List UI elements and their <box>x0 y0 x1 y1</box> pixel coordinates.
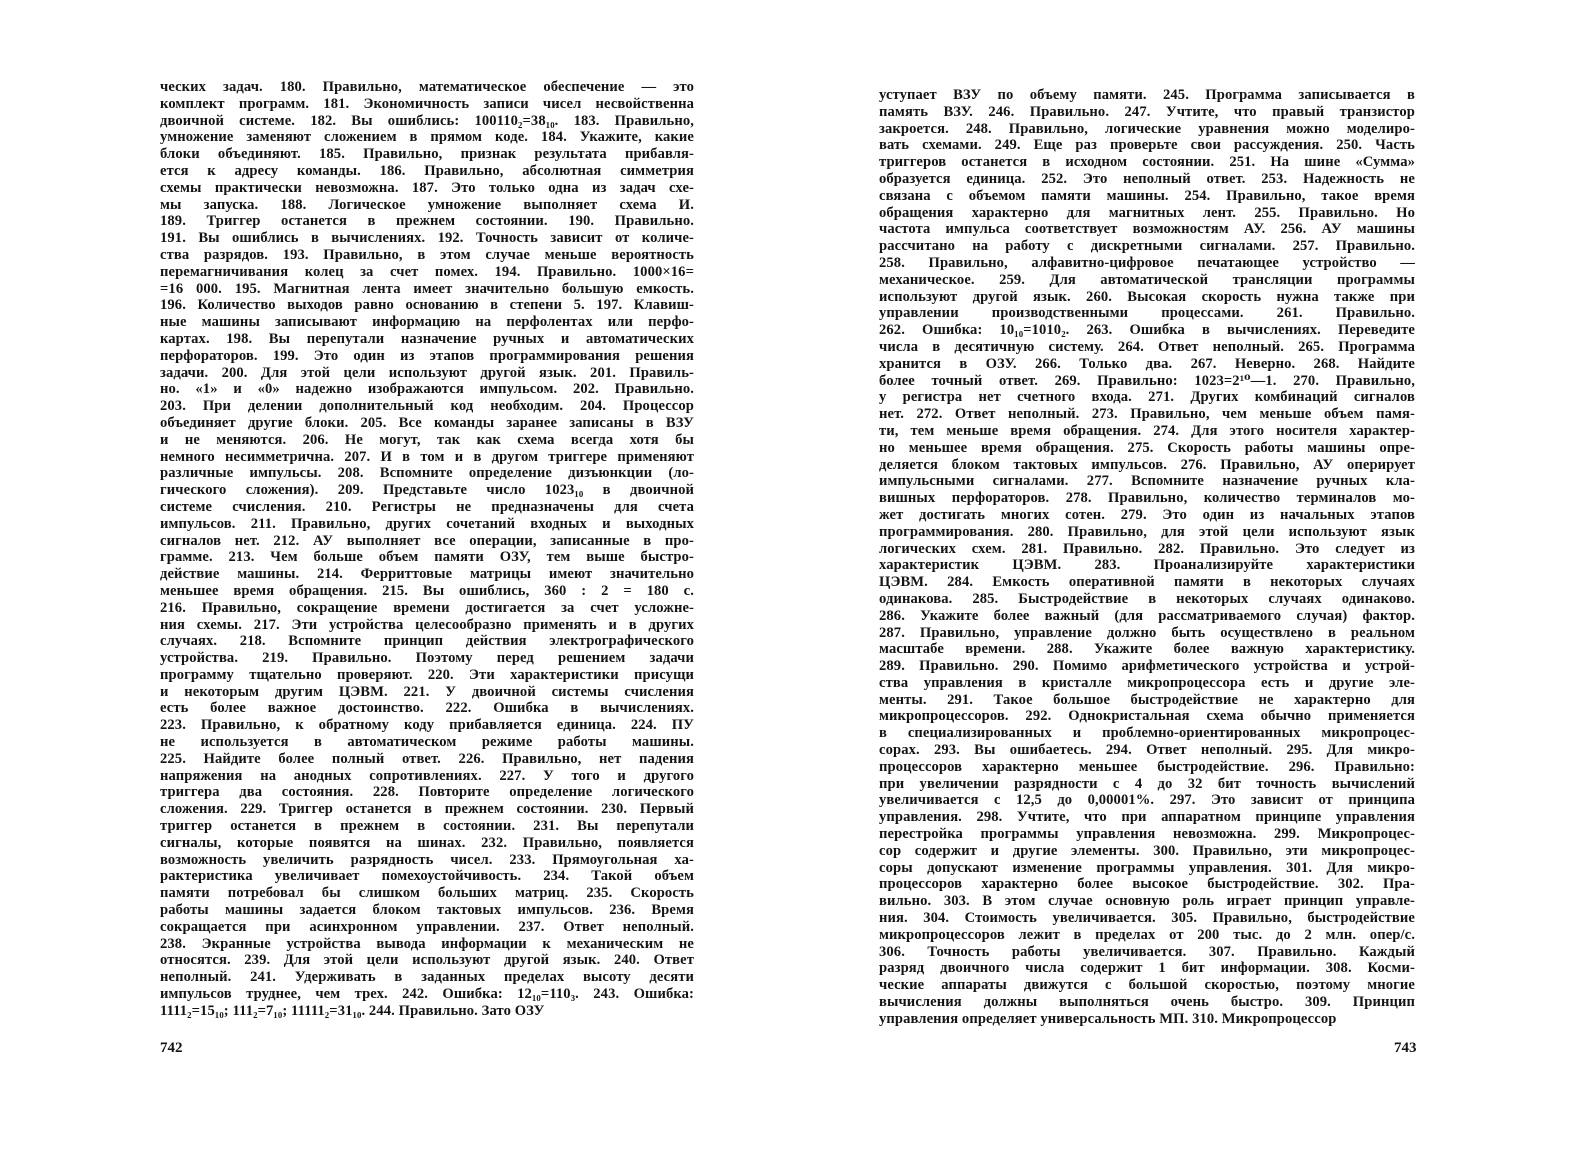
right-page-number: 743 <box>1394 1040 1417 1056</box>
text-line: объединяет другие блоки. 205. Все команды заранее записаны в ВЗУ <box>160 414 694 431</box>
text-line: действие машины. 214. Ферриттовые матрицы имеют значительно <box>160 566 694 583</box>
text-line: процессоров характерно более высокое быстродействие. 302. Пра- <box>879 876 1415 893</box>
text-line: 191. Вы ошиблись в вычислениях. 192. Точность зависит от количе- <box>160 230 694 247</box>
text-line: 238. Экранные устройства вывода информации к механическим не <box>160 935 694 952</box>
left-page-number: 742 <box>160 1040 183 1056</box>
text-line: мы запуска. 188. Логическое умножение выполняет схема И. <box>160 196 694 213</box>
text-line: возможность увеличить разрядность чисел. 233. Прямоугольная ха- <box>160 851 694 868</box>
text-line: одинакова. 285. Быстродействие в некоторых случаях одинаково. <box>879 590 1415 607</box>
text-line: связана с объемом памяти машины. 254. Правильно, такое время <box>879 187 1415 204</box>
text-line: напряжения на анодных сопротивлениях. 227. У того и другого <box>160 767 694 784</box>
text-line: ти, тем меньше время обращения. 274. Для этого носителя характер- <box>879 422 1415 439</box>
text-line: характеристик ЦЭВМ. 283. Проанализируйте характеристики <box>879 557 1415 574</box>
text-line: 225. Найдите более полный ответ. 226. Правильно, нет падения <box>160 750 694 767</box>
text-line: перемагничивания колец за счет помех. 194. Правильно. 1000×16= <box>160 263 694 280</box>
text-line: разряд двоичного числа содержит 1 бит информации. 308. Косми- <box>879 960 1415 977</box>
text-line: 223. Правильно, к обратному коду прибавляется единица. 224. ПУ <box>160 717 694 734</box>
text-line: масштабе времени. 288. Укажите более важную характеристику. <box>879 641 1415 658</box>
text-line: рактеристика увеличивает помехоустойчивость. 234. Такой объем <box>160 868 694 885</box>
text-line: относятся. 239. Для этой цели используют другой язык. 240. Ответ <box>160 952 694 969</box>
text-line: сложения. 229. Триггер останется в прежнем состоянии. 230. Первый <box>160 801 694 818</box>
text-line: но меньшее время обращения. 275. Скорость работы машины опре- <box>879 439 1415 456</box>
text-line: память ВЗУ. 246. Правильно. 247. Учтите, что правый транзистор <box>879 103 1415 120</box>
text-line: обращения характерно для магнитных лент. 255. Правильно. Но <box>879 204 1415 221</box>
text-line: используют другой язык. 260. Высокая скорость нужна также при <box>879 288 1415 305</box>
text-line: и не меняются. 206. Не могут, так как схема всегда хотя бы <box>160 431 694 448</box>
text-line: перфораторов. 199. Это один из этапов программирования решения <box>160 347 694 364</box>
text-line: программирования. 280. Правильно, для этой цели используют язык <box>879 523 1415 540</box>
text-line: вишных перфораторов. 278. Правильно, количество терминалов мо- <box>879 490 1415 507</box>
text-line: ния. 304. Стоимость увеличивается. 305. Правильно, быстродействие <box>879 910 1415 927</box>
text-line: хранится в ОЗУ. 266. Только два. 267. Неверно. 268. Найдите <box>879 355 1415 372</box>
text-line: триггер останется в прежнем в состоянии. 231. Вы перепутали <box>160 818 694 835</box>
text-line: сор содержит и другие элементы. 300. Правильно, эти микропроцес- <box>879 842 1415 859</box>
text-line: но. «1» и «0» надежно изображаются импульсом. 202. Правильно. <box>160 381 694 398</box>
text-line: 287. Правильно, управление должно быть осуществлено в реальном <box>879 624 1415 641</box>
text-line: различные импульсы. 208. Вспомните определение дизъюнкции (ло- <box>160 465 694 482</box>
text-line: увеличивается с 12,5 до 0,00001%. 297. Это зависит от принципа <box>879 792 1415 809</box>
text-line: 262. Ошибка: 10₁₀=1010₂. 263. Ошибка в вычислениях. Переведите <box>879 322 1415 339</box>
text-line: образуется единица. 252. Это неполный ответ. 253. Надежность не <box>879 170 1415 187</box>
text-line: деляется блоком тактовых импульсов. 276. Правильно, АУ оперирует <box>879 456 1415 473</box>
text-line: 189. Триггер останется в прежнем состоянии. 190. Правильно. <box>160 213 694 230</box>
text-line: умножение заменяют сложением в прямом коде. 184. Укажите, какие <box>160 129 694 146</box>
text-line: и некоторым другим ЦЭВМ. 221. У двоичной системы счисления <box>160 683 694 700</box>
text-line: ется к адресу команды. 186. Правильно, абсолютная симметрия <box>160 162 694 179</box>
text-line: закроется. 248. Правильно, логические уравнения можно моделиро- <box>879 120 1415 137</box>
text-line: импульсов труднее, чем трех. 242. Ошибка: 12₁₀=110₃. 243. Ошибка: <box>160 986 694 1003</box>
text-line: 306. Точность работы увеличивается. 307. Правильно. Каждый <box>879 943 1415 960</box>
text-line: 258. Правильно, алфавитно-цифровое печатающее устройство — <box>879 254 1415 271</box>
text-line: устройства. 219. Правильно. Поэтому перед решением задачи <box>160 650 694 667</box>
text-line: ния схемы. 217. Эти устройства целесообразно применять и в других <box>160 616 694 633</box>
text-line: грамме. 213. Чем больше объем памяти ОЗУ, тем выше быстро- <box>160 549 694 566</box>
right-page <box>791 0 1582 1153</box>
text-line: перестройка программы управления невозможна. 299. Микропроцес- <box>879 826 1415 843</box>
text-line: триггеров останется в исходном состоянии. 251. На шине «Сумма» <box>879 154 1415 171</box>
text-line: 289. Правильно. 290. Помимо арифметического устройства и устрой- <box>879 658 1415 675</box>
text-line: менты. 291. Такое большое быстродействие не характерно для <box>879 691 1415 708</box>
text-line: меньшее время обращения. 215. Вы ошиблись, 360 : 2 = 180 с. <box>160 582 694 599</box>
text-line: процессоров характерно меньшее быстродействие. 296. Правильно: <box>879 758 1415 775</box>
text-line: ческих задач. 180. Правильно, математическое обеспечение — это <box>160 79 694 95</box>
text-line: управления. 298. Учтите, что при аппаратном принципе управления <box>879 809 1415 826</box>
text-line: двоичной системе. 182. Вы ошиблись: 100110₂=38₁₀. 183. Правильно, <box>160 112 694 129</box>
text-line: числа в десятичную систему. 264. Ответ неполный. 265. Программа <box>879 338 1415 355</box>
text-line: импульсов. 211. Правильно, других сочетаний входных и выходных <box>160 515 694 532</box>
text-line: триггера два состояния. 228. Повторите определение логического <box>160 784 694 801</box>
text-line: управлении производственными процессами. 261. Правильно. <box>879 305 1415 322</box>
text-line: комплект программ. 181. Экономичность записи чисел несвойственна <box>160 95 694 112</box>
text-line: неполный. 241. Удерживать в заданных пределах высоту десяти <box>160 969 694 986</box>
text-line: случаях. 218. Вспомните принцип действия электрографического <box>160 633 694 650</box>
left-page-text <box>160 79 694 1020</box>
text-line: сокращается при асинхронном управлении. 237. Ответ неполный. <box>160 918 694 935</box>
text-line: жет достигать многих сотен. 279. Это один из начальных этапов <box>879 506 1415 523</box>
text-line: сорах. 293. Вы ошибаетесь. 294. Ответ неполный. 295. Для микро- <box>879 742 1415 759</box>
text-line: более точный ответ. 269. Правильно: 1023=2¹⁰—1. 270. Правильно, <box>879 372 1415 389</box>
text-line: при увеличении разрядности с 4 до 32 бит точность вычислений <box>879 775 1415 792</box>
text-line: ные машины записывают информацию на перфолентах или перфо- <box>160 314 694 331</box>
text-line: 196. Количество выходов равно основанию в степени 5. 197. Клавиш- <box>160 297 694 314</box>
text-line: логических схем. 281. Правильно. 282. Правильно. Это следует из <box>879 540 1415 557</box>
text-line: памяти потребовал бы слишком больших матриц. 235. Скорость <box>160 885 694 902</box>
text-line: рассчитано на работу с дискретными сигналами. 257. Правильно. <box>879 238 1415 255</box>
text-line: работы машины задается блоком тактовых импульсов. 236. Время <box>160 902 694 919</box>
text-line: в специализированных и проблемно-ориентированных микропроцес- <box>879 725 1415 742</box>
text-line: 216. Правильно, сокращение времени достигается за счет усложне- <box>160 599 694 616</box>
text-line: 286. Укажите более важный (для рассматриваемого случая) фактор. <box>879 607 1415 624</box>
text-line: системе счисления. 210. Регистры не предназначены для счета <box>160 498 694 515</box>
text-line: =16 000. 195. Магнитная лента имеет значительно большую емкость. <box>160 280 694 297</box>
text-line: гического сложения). 209. Представьте число 1023₁₀ в двоичной <box>160 482 694 499</box>
text-line: ства управления в кристалле микропроцессора есть и другие эле- <box>879 674 1415 691</box>
text-line: ЦЭВМ. 284. Емкость оперативной памяти в некоторых случаях <box>879 574 1415 591</box>
text-line: управления определяет универсальность МП. 310. Микропроцессор <box>879 1010 1337 1027</box>
text-line: нет. 272. Ответ неполный. 273. Правильно, чем меньше объем памя- <box>879 406 1415 423</box>
text-line: 1111₂=15₁₀; 111₂=7₁₀; 11111₂=31₁₀. 244. Правильно. Зато ОЗУ <box>160 1002 545 1019</box>
text-line: микропроцессоров. 292. Однокристальная схема обычно применяется <box>879 708 1415 725</box>
text-line: сигналы, которые появятся на шинах. 232. Правильно, появляется <box>160 834 694 851</box>
text-line: блоки объединяют. 185. Правильно, признак результата прибавля- <box>160 146 694 163</box>
text-line: вильно. 303. В этом случае основную роль играет принцип управле- <box>879 893 1415 910</box>
text-line: микропроцессоров лежит в пределах от 200 тыс. до 2 млн. опер/с. <box>879 926 1415 943</box>
text-line: импульсными сигналами. 277. Вспомните назначение ручных кла- <box>879 473 1415 490</box>
text-line: немного несимметрична. 207. И в том и в другом триггере применяют <box>160 448 694 465</box>
text-line: уступает ВЗУ по объему памяти. 245. Программа записывается в <box>879 87 1415 103</box>
text-line: у регистра нет счетного входа. 271. Других комбинаций сигналов <box>879 389 1415 406</box>
right-page-text <box>879 87 1415 1028</box>
text-line: вать схемами. 249. Еще раз проверьте свои рассуждения. 250. Часть <box>879 137 1415 154</box>
text-line: сигналов нет. 212. АУ выполняет все операции, записанные в про- <box>160 532 694 549</box>
text-line: схемы практически невозможна. 187. Это только одна из задач схе- <box>160 179 694 196</box>
text-line: программу тщательно проверяют. 220. Эти характеристики присущи <box>160 666 694 683</box>
text-line: задачи. 200. Для этой цели используют другой язык. 201. Правиль- <box>160 364 694 381</box>
text-line: не используется в автоматическом режиме работы машины. <box>160 734 694 751</box>
text-line: ческие аппараты движутся с большой скоростью, поэтому многие <box>879 977 1415 994</box>
text-line: 203. При делении дополнительный код необходим. 204. Процессор <box>160 398 694 415</box>
text-line: механическое. 259. Для автоматической трансляции программы <box>879 271 1415 288</box>
text-line: картах. 198. Вы перепутали назначение ручных и автоматических <box>160 330 694 347</box>
text-line: вычисления должны выполняться очень быстро. 309. Принцип <box>879 994 1415 1011</box>
text-line: соры допускают изменение программы управления. 301. Для микро- <box>879 859 1415 876</box>
text-line: ства разрядов. 193. Правильно, в этом случае меньше вероятность <box>160 246 694 263</box>
text-line: частота импульса соответствует возможностям АУ. 256. АУ машины <box>879 221 1415 238</box>
text-line: есть более важное достоинство. 222. Ошибка в вычислениях. <box>160 700 694 717</box>
